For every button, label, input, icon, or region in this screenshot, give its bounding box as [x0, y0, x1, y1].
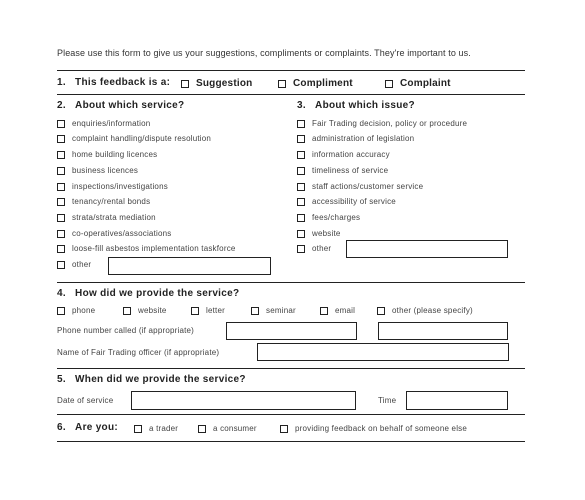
service-option[interactable] — [57, 118, 150, 129]
checkbox[interactable] — [377, 307, 385, 315]
issue-option[interactable] — [297, 196, 396, 207]
option-label: information accuracy — [312, 150, 390, 159]
divider — [57, 368, 525, 369]
checkbox[interactable] — [297, 135, 305, 143]
option-label: complaint handling/dispute resolution — [72, 134, 212, 143]
checkbox[interactable] — [251, 307, 259, 315]
method-option-seminar[interactable] — [251, 305, 296, 316]
checkbox[interactable] — [57, 183, 65, 191]
checkbox[interactable] — [57, 167, 65, 175]
service-option[interactable] — [57, 196, 150, 207]
divider — [57, 441, 525, 442]
service-option[interactable] — [57, 149, 157, 160]
checkbox[interactable] — [297, 214, 305, 222]
issue-option[interactable] — [297, 118, 467, 129]
checkbox[interactable] — [297, 167, 305, 175]
q4-number: 4. — [57, 288, 66, 299]
option-label: a consumer — [213, 424, 257, 433]
option-label: website — [138, 306, 167, 315]
option-label: other — [312, 244, 332, 253]
option-label: tenancy/rental bonds — [72, 197, 151, 206]
respondent-option-on-behalf[interactable] — [280, 423, 467, 434]
option-label: fees/charges — [312, 213, 361, 222]
issue-option[interactable] — [297, 212, 360, 223]
checkbox[interactable] — [57, 135, 65, 143]
option-label: loose-fill asbestos implementation taskforce — [72, 244, 236, 253]
other-method-field[interactable] — [378, 322, 508, 340]
q1-label: This feedback is a: — [75, 77, 171, 88]
option-label: other (please specify) — [392, 306, 473, 315]
issue-option[interactable] — [297, 228, 341, 239]
option-label: business licences — [72, 166, 139, 175]
method-option-other[interactable] — [377, 305, 473, 316]
respondent-option-consumer[interactable] — [198, 423, 257, 434]
option-label: strata/strata mediation — [72, 213, 156, 222]
intro-text: Please use this form to give us your suggestions, compliments or complaints. They're important to us. — [57, 48, 471, 58]
option-label: home building licences — [72, 150, 158, 159]
option-label: staff actions/customer service — [312, 182, 424, 191]
q5-label: When did we provide the service? — [75, 374, 246, 385]
issue-option[interactable] — [297, 133, 414, 144]
checkbox[interactable] — [280, 425, 288, 433]
service-option[interactable] — [57, 165, 138, 176]
option-label: email — [335, 306, 356, 315]
q2-number: 2. — [57, 100, 66, 111]
q3-heading — [297, 100, 415, 111]
date-label: Date of service — [57, 396, 114, 405]
issue-option[interactable] — [297, 181, 423, 192]
option-label: other — [72, 260, 92, 269]
date-field[interactable] — [131, 391, 356, 410]
checkbox[interactable] — [198, 425, 206, 433]
respondent-option-trader[interactable] — [134, 423, 178, 434]
q6-label: Are you: — [75, 422, 119, 433]
service-other-field[interactable] — [108, 257, 271, 275]
service-option[interactable] — [57, 133, 211, 144]
method-option-email[interactable] — [320, 305, 355, 316]
checkbox[interactable] — [191, 307, 199, 315]
q3-label: About which issue? — [315, 100, 415, 111]
checkbox[interactable] — [181, 80, 189, 88]
q2-label: About which service? — [75, 100, 185, 111]
checkbox[interactable] — [297, 245, 305, 253]
service-option-other[interactable] — [57, 259, 91, 270]
checkbox[interactable] — [57, 120, 65, 128]
option-label: administration of legislation — [312, 134, 415, 143]
divider — [57, 414, 525, 415]
time-label: Time — [378, 396, 397, 405]
option-label: co-operatives/associations — [72, 229, 172, 238]
checkbox[interactable] — [297, 151, 305, 159]
checkbox[interactable] — [385, 80, 393, 88]
q1-heading — [57, 77, 170, 88]
checkbox[interactable] — [297, 183, 305, 191]
checkbox[interactable] — [134, 425, 142, 433]
service-option[interactable] — [57, 243, 236, 254]
issue-other-field[interactable] — [346, 240, 508, 258]
checkbox[interactable] — [297, 120, 305, 128]
option-label: website — [312, 229, 341, 238]
checkbox[interactable] — [57, 151, 65, 159]
option-compliment[interactable] — [278, 78, 353, 89]
issue-option[interactable] — [297, 149, 390, 160]
checkbox[interactable] — [278, 80, 286, 88]
checkbox[interactable] — [57, 307, 65, 315]
q1-number: 1. — [57, 77, 66, 88]
time-field[interactable] — [406, 391, 508, 410]
q4-label: How did we provide the service? — [75, 288, 240, 299]
q4-heading — [57, 288, 239, 299]
option-label: Fair Trading decision, policy or procedure — [312, 119, 468, 128]
officer-name-field[interactable] — [257, 343, 509, 361]
checkbox[interactable] — [57, 198, 65, 206]
divider — [57, 282, 525, 283]
option-label: providing feedback on behalf of someone else — [295, 424, 468, 433]
service-option[interactable] — [57, 181, 168, 192]
option-label: Suggestion — [196, 78, 253, 89]
option-label: Complaint — [400, 78, 451, 89]
issue-option[interactable] — [297, 165, 388, 176]
method-option-letter[interactable] — [191, 305, 225, 316]
q6-heading — [57, 422, 118, 433]
divider — [57, 70, 525, 71]
phone-number-field[interactable] — [226, 322, 357, 340]
q5-heading — [57, 374, 246, 385]
method-option-phone[interactable] — [57, 305, 95, 316]
phone-number-label: Phone number called (if appropriate) — [57, 326, 195, 335]
divider — [57, 94, 525, 95]
option-label: accessibility of service — [312, 197, 396, 206]
officer-name-label: Name of Fair Trading officer (if appropriate) — [57, 348, 220, 357]
q5-number: 5. — [57, 374, 66, 385]
q2-heading — [57, 100, 184, 111]
option-label: timeliness of service — [312, 166, 389, 175]
option-label: enquiries/information — [72, 119, 151, 128]
checkbox[interactable] — [57, 245, 65, 253]
method-option-website[interactable] — [123, 305, 167, 316]
checkbox[interactable] — [297, 230, 305, 238]
option-label: a trader — [149, 424, 179, 433]
option-label: Compliment — [293, 78, 353, 89]
option-complaint[interactable] — [385, 78, 451, 89]
q3-number: 3. — [297, 100, 306, 111]
checkbox[interactable] — [57, 214, 65, 222]
checkbox[interactable] — [123, 307, 131, 315]
issue-option-other[interactable] — [297, 243, 331, 254]
option-label: letter — [206, 306, 225, 315]
checkbox[interactable] — [297, 198, 305, 206]
option-label: phone — [72, 306, 96, 315]
service-option[interactable] — [57, 228, 171, 239]
checkbox[interactable] — [320, 307, 328, 315]
service-option[interactable] — [57, 212, 156, 223]
checkbox[interactable] — [57, 230, 65, 238]
option-label: seminar — [266, 306, 296, 315]
option-suggestion[interactable] — [181, 78, 252, 89]
checkbox[interactable] — [57, 261, 65, 269]
q6-number: 6. — [57, 422, 66, 433]
option-label: inspections/investigations — [72, 182, 168, 191]
